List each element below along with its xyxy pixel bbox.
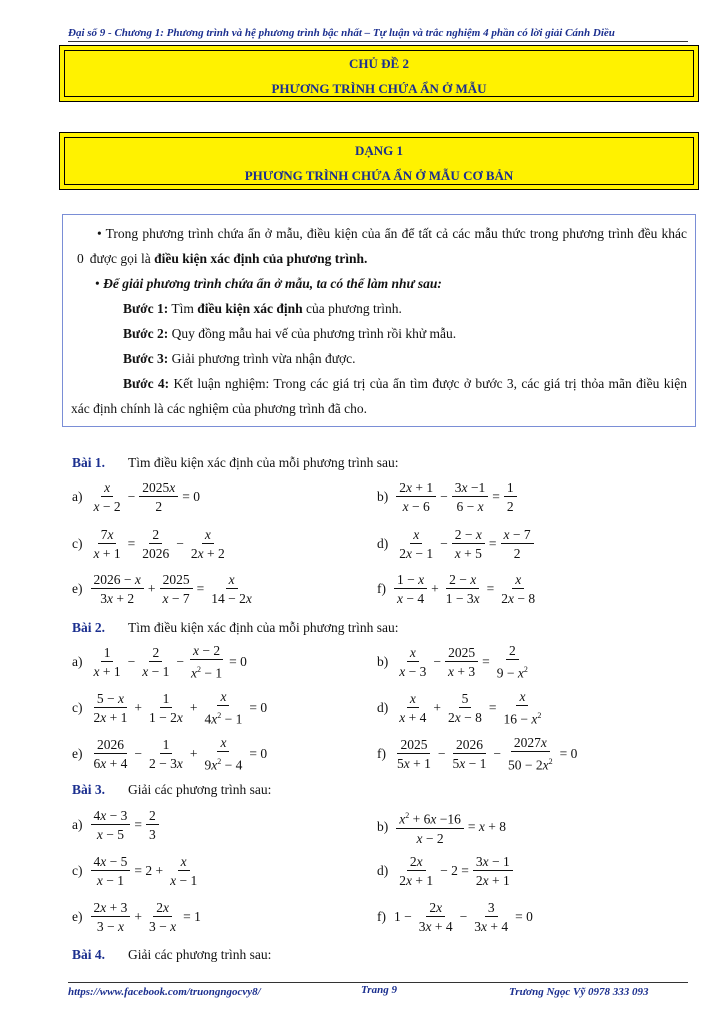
- exercise-label: Bài 2.: [72, 620, 106, 635]
- exercise-heading: [72, 782, 271, 798]
- exercise-heading: [72, 455, 399, 471]
- topic-title: PHƯƠNG TRÌNH CHỨA ẨN Ở MẪU: [271, 81, 487, 96]
- exercise-text: Tìm điều kiện xác định của mỗi phương trình sau:: [128, 620, 399, 635]
- step-text: Giải phương trình vừa nhận được.: [171, 351, 356, 366]
- step-1: [71, 296, 687, 321]
- exercise-text: Tìm điều kiện xác định của mỗi phương trình sau:: [128, 455, 399, 470]
- step-label: Bước 4:: [123, 376, 170, 391]
- topic-box: [64, 50, 694, 97]
- equation: a) $\frac{1}{x + 1}$ − $\frac{2}{x - 1}$ − $\frac{x - 2}{x^2 - 1}$ = 0: [72, 643, 247, 681]
- equation: b) $\frac{x}{x - 3}$ − $\frac{2025}{x + 3}$ = $\frac{2}{9 - x^2}$: [377, 643, 528, 681]
- equation: d) $\frac{x}{x + 4}$ + $\frac{5}{2x - 8}$ = $\frac{x}{16 - x^2}$: [377, 689, 542, 727]
- type-number: DẠNG 1: [354, 143, 404, 158]
- equation: e) $\frac{2x + 3}{3 - x}$ + $\frac{2x}{3 - x}$ = 1: [72, 900, 201, 934]
- footer-divider: [68, 982, 688, 983]
- theory-box: [62, 214, 696, 427]
- exercise-text: Giải các phương trình sau:: [128, 782, 272, 797]
- equation: d) $\frac{2x}{2x + 1}$ − 2 = $\frac{3x - 1}{2x + 1}$: [377, 854, 515, 888]
- page-header: Đại số 9 - Chương 1: Phương trình và hệ phương trình bậc nhất – Tự luận và trắc nghiệm 4 phần có lời giải Cánh Diều: [68, 27, 615, 39]
- equation: b) $\frac{x^2 + 6x -16}{x - 2}$ = x + 8: [377, 808, 508, 846]
- equation: a) $\frac{x}{x - 2}$ − $\frac{2025x}{2}$ = 0: [72, 480, 200, 514]
- step-text: Quy đồng mẫu hai vế của phương trình rồi khử mẫu.: [171, 326, 457, 341]
- theory-highlight: điều kiện xác định của phương trình.: [154, 251, 368, 266]
- step-text: Tìm: [171, 301, 194, 316]
- footer-author: Trương Ngọc Vỹ 0978 333 093: [509, 986, 649, 998]
- method-heading-text: Để giải phương trình chứa ẩn ở mẫu, ta có thể làm như sau:: [103, 276, 442, 291]
- step-label: Bước 1:: [123, 301, 169, 316]
- equation: f) $\frac{2025}{5x + 1}$ − $\frac{2026}{5x - 1}$ − $\frac{2027x}{50 - 2x^2}$ = 0: [377, 735, 578, 773]
- equation: e) $\frac{2026 - x}{3x + 2}$ + $\frac{2025}{x - 7}$ = $\frac{x}{14 - 2x}$: [72, 572, 252, 606]
- equation: f) 1 − $\frac{2x}{3x + 4}$ − $\frac{3}{3x + 4}$ = 0: [377, 900, 533, 934]
- method-heading: • Để giải phương trình chứa ẩn ở mẫu, ta có thể làm như sau:: [95, 276, 442, 291]
- equation: c) $\frac{5 - x}{2x + 1}$ + $\frac{1}{1 - 2x}$ + $\frac{x}{4x^2 - 1}$ = 0: [72, 689, 268, 727]
- footer-link[interactable]: https://www.facebook.com/truongngocvy8/: [68, 986, 261, 998]
- step-text: Kết luận nghiệm: Trong các giá trị của ẩn tìm được ở bước 3, các giá trị thỏa mãn điều kiện xác định chính là các nghiệm của phương trình đã cho.: [71, 376, 687, 416]
- step-label: Bước 3:: [123, 351, 169, 366]
- page-number: Trang 9: [361, 984, 397, 996]
- equation: f) $\frac{1 - x}{x - 4}$ + $\frac{2 - x}{1 - 3x}$ = $\frac{x}{2x - 8}$: [377, 572, 536, 606]
- equation: e) $\frac{2026}{6x + 4}$ − $\frac{1}{2 - 3x}$ + $\frac{x}{9x^2 - 4}$ = 0: [72, 735, 268, 773]
- step-4: [71, 371, 687, 421]
- exercise-heading: [72, 620, 399, 636]
- equation: d) $\frac{x}{2x - 1}$ − $\frac{2 - x}{x + 5}$ = $\frac{x - 7}{2}$: [377, 527, 536, 561]
- type-box: [64, 137, 694, 185]
- exercise-label: Bài 4.: [72, 947, 106, 962]
- header-divider: [68, 41, 688, 42]
- topic-number: CHỦ ĐỀ 2: [349, 56, 409, 71]
- step-3: [71, 346, 687, 371]
- equation: b) $\frac{2x + 1}{x - 6}$ − $\frac{3x -1}{6 - x}$ = $\frac{1}{2}$: [377, 480, 519, 514]
- step-label: Bước 2:: [123, 326, 169, 341]
- equation: a) $\frac{4x - 3}{x - 5}$ = $\frac{2}{3}$: [72, 808, 161, 842]
- equation: c) $\frac{7x}{x + 1}$ = $\frac{2}{2026}$ − $\frac{x}{2x + 2}$: [72, 527, 225, 561]
- type-title: PHƯƠNG TRÌNH CHỨA ẨN Ở MẪU CƠ BẢN: [244, 168, 514, 183]
- exercise-heading: [72, 947, 271, 963]
- step-text: của phương trình.: [306, 301, 402, 316]
- equation: c) $\frac{4x - 5}{x - 1}$ = 2 + $\frac{x}{x - 1}$: [72, 854, 198, 888]
- exercise-text: Giải các phương trình sau:: [128, 947, 272, 962]
- theory-zero: 0: [77, 251, 84, 266]
- theory-paragraph: [71, 221, 687, 271]
- exercise-label: Bài 1.: [72, 455, 106, 470]
- step-2: [71, 321, 687, 346]
- exercise-label: Bài 3.: [72, 782, 106, 797]
- theory-text: được gọi là: [89, 251, 151, 266]
- theory-text: • Trong phương trình chứa ẩn ở mẫu, điều kiện của ẩn để tất cả các mẫu thức trong phương trình đều khác: [97, 226, 687, 241]
- step-highlight: điều kiện xác định: [197, 301, 303, 316]
